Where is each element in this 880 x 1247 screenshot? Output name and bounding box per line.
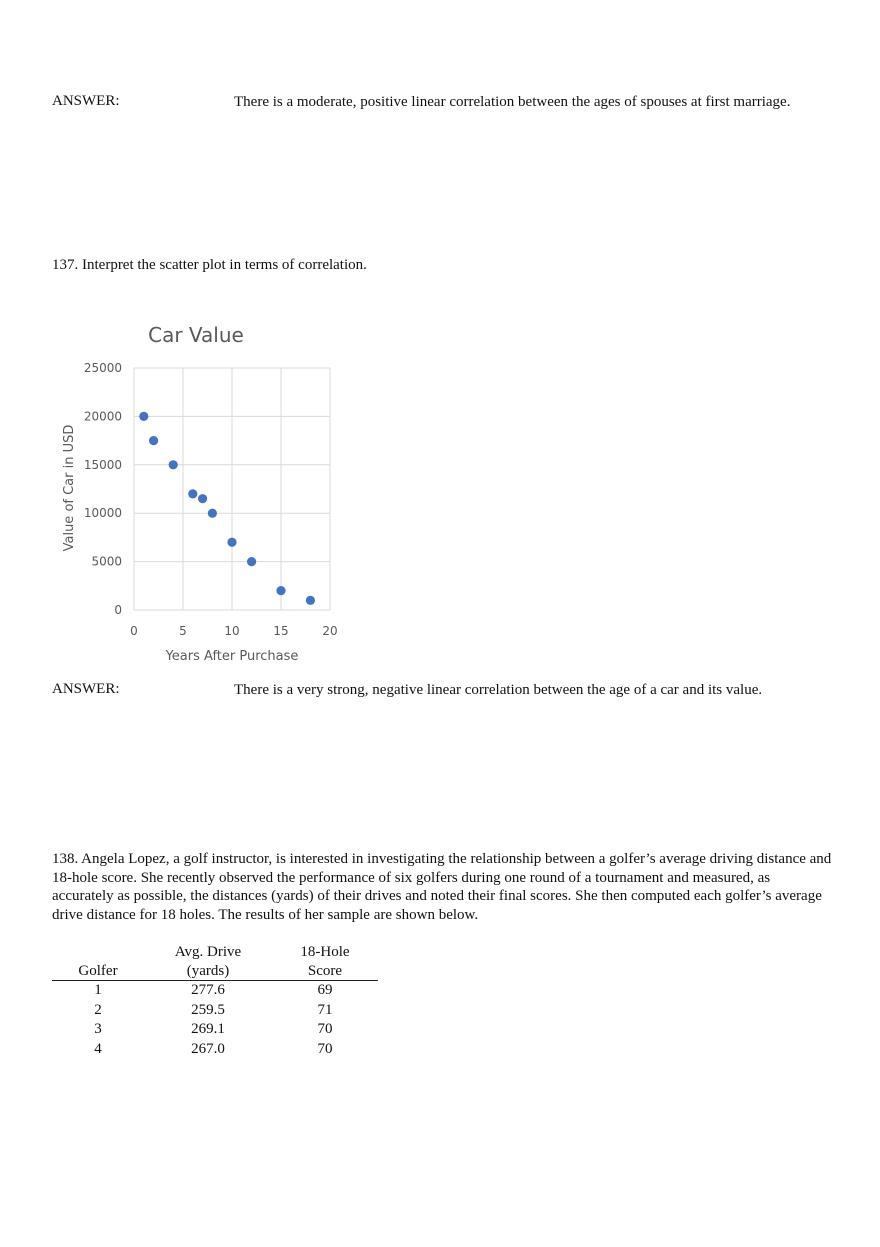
x-tick-label: 20 [322, 624, 338, 638]
x-tick-label: 0 [130, 624, 138, 638]
question-138: 138. Angela Lopez, a golf instructor, is interested in investigating the relationship between a golfer’s average driving distance and 18-hole score. She recently observed the performance of six golfers during one round of a tournament and measured, as accurately as possible, the distances (yards) of their drives and noted their final scores. She then computed each golfer’s average drive distance for 18 holes. The results of her sample are shown below. [52, 851, 832, 923]
chart-points [139, 412, 315, 605]
table-cell: 70 [317, 1040, 333, 1057]
header-line: Golfer [78, 962, 118, 979]
y-tick-label: 15000 [83, 457, 122, 472]
data-point [169, 460, 178, 469]
y-tick-label: 0 [114, 603, 122, 617]
answer-label: ANSWER: [52, 93, 120, 109]
car-value-scatter-chart [52, 318, 352, 670]
chart-y-label: Value of Car in USD [62, 424, 77, 552]
table-header-golfer [52, 942, 144, 981]
header-line: (yards) [186, 962, 230, 979]
data-point [227, 538, 236, 547]
table-header-avg-drive [144, 942, 272, 981]
table-row [52, 1020, 378, 1040]
table-header-score [272, 942, 378, 981]
data-point [198, 494, 207, 503]
table-cell: 277.6 [191, 982, 225, 998]
header-line: 18-Hole [300, 944, 350, 960]
data-point [247, 557, 256, 566]
golf-data-table [52, 942, 378, 1059]
question-137: 137. Interpret the scatter plot in terms of correlation. [52, 257, 367, 273]
data-point [208, 509, 217, 518]
table-cell: 259.5 [191, 1001, 225, 1018]
data-point [306, 596, 315, 605]
header-line: Avg. Drive [174, 944, 242, 960]
data-point [139, 412, 148, 421]
table-cell: 1 [94, 982, 102, 998]
header-line: Score [307, 962, 343, 979]
answer-text: There is a moderate, positive linear correlation between the ages of spouses at first marriage. [234, 94, 791, 110]
answer-label: ANSWER: [52, 681, 120, 697]
table-cell: 3 [94, 1021, 102, 1037]
chart-x-label: Years After Purchase [165, 649, 299, 664]
table-cell: 71 [317, 1001, 333, 1018]
y-tick-label: 5000 [91, 554, 122, 569]
table-cell: 4 [94, 1040, 102, 1057]
data-point [188, 489, 197, 498]
chart-title: Car Value [148, 323, 244, 347]
table-cell: 2 [94, 1001, 102, 1018]
table-row [52, 1001, 378, 1021]
answer-text: There is a very strong, negative linear correlation between the age of a car and its value. [234, 682, 763, 698]
table-row [52, 1040, 378, 1060]
y-axis-ticks [84, 361, 122, 617]
table-cell: 267.0 [191, 1040, 225, 1057]
y-tick-label: 25000 [83, 361, 122, 375]
x-tick-label: 10 [224, 624, 240, 638]
table-row [52, 981, 378, 1001]
x-tick-label: 15 [273, 624, 289, 638]
x-tick-label: 5 [179, 624, 187, 638]
y-tick-label: 10000 [83, 506, 122, 521]
x-axis-ticks [130, 624, 337, 638]
table-cell: 69 [317, 982, 333, 998]
data-point [276, 586, 285, 595]
data-point [149, 436, 158, 445]
table-cell: 70 [317, 1021, 333, 1037]
y-tick-label: 20000 [83, 409, 122, 424]
table-cell: 269.1 [191, 1021, 225, 1037]
chart-gridlines [134, 368, 330, 610]
